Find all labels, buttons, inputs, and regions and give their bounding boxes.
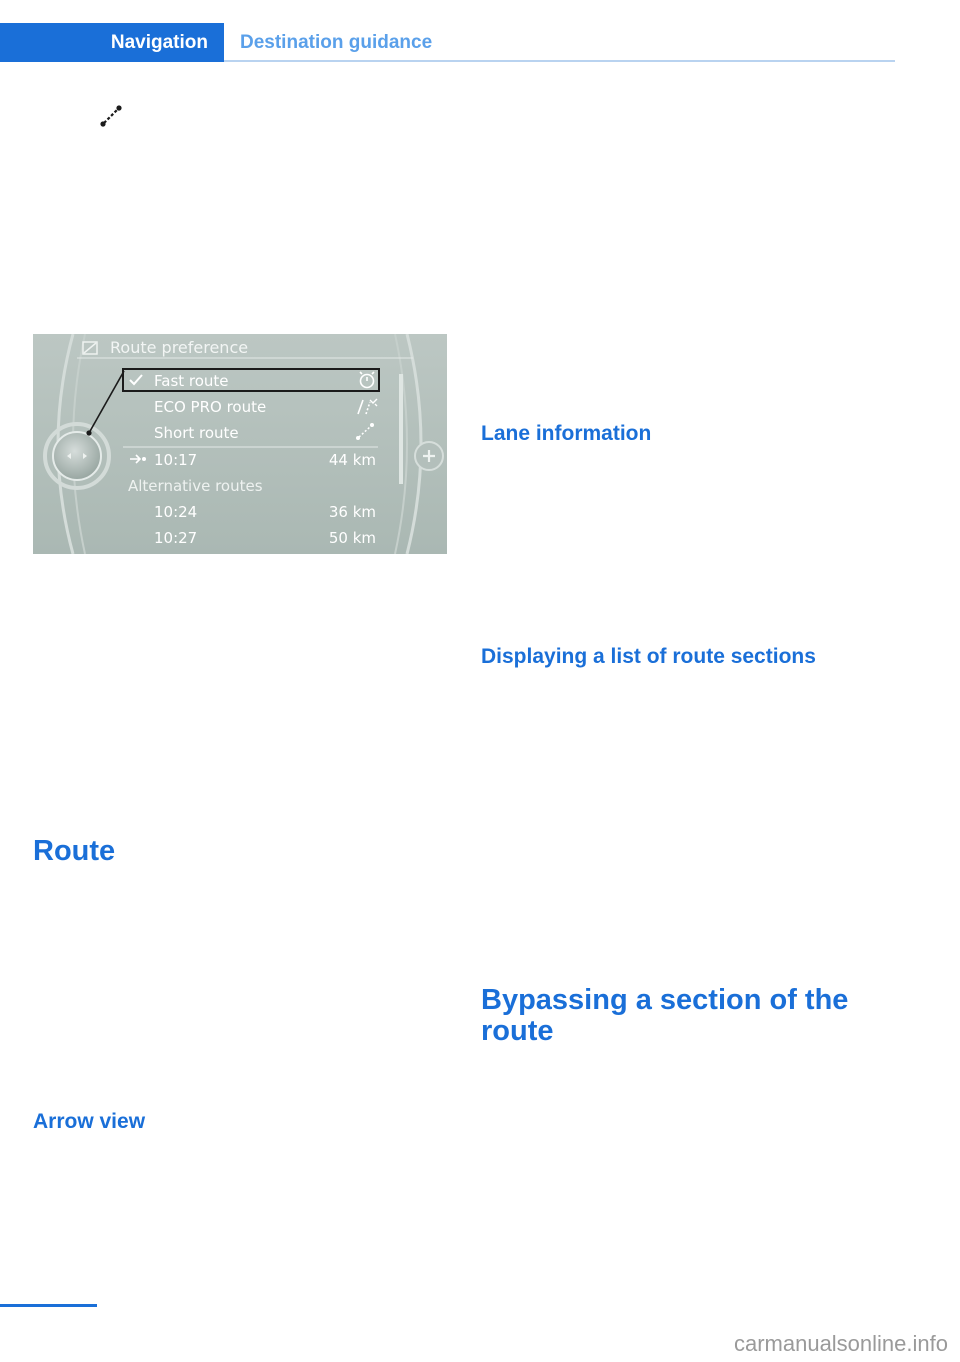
current-route-time[interactable]: 10:17 xyxy=(154,451,198,469)
section-tab-navigation xyxy=(0,23,224,62)
section-title: Navigation xyxy=(110,31,208,53)
subsection-tab xyxy=(240,23,432,62)
heading-lane-information: Lane information xyxy=(481,422,652,445)
subsection-title: Destination guidance xyxy=(240,31,433,53)
short-route-icon xyxy=(99,104,123,128)
watermark: carmanualsonline.info xyxy=(733,1331,948,1356)
heading-route-sections-list: Displaying a list of route sections xyxy=(481,645,816,668)
alternative-route-1-distance: 36 km xyxy=(328,503,376,521)
current-route-distance: 44 km xyxy=(328,451,376,469)
alternative-route-2-distance: 50 km xyxy=(328,529,376,547)
footer-rule xyxy=(0,1304,97,1307)
option-eco-pro-route[interactable]: ECO PRO route xyxy=(154,398,267,416)
header-rule xyxy=(224,60,895,62)
plus-button-icon xyxy=(415,442,443,470)
option-short-route[interactable]: Short route xyxy=(154,424,239,442)
controller-knob-icon xyxy=(45,424,109,488)
alternative-route-1-time[interactable]: 10:24 xyxy=(154,503,198,521)
option-fast-route[interactable]: Fast route xyxy=(154,372,229,390)
heading-arrow-view: Arrow view xyxy=(33,1110,146,1133)
alternative-routes-label: Alternative routes xyxy=(128,477,263,495)
alternative-route-2-time[interactable]: 10:27 xyxy=(154,529,198,547)
heading-route: Route xyxy=(33,835,116,867)
idrive-route-preference-screen xyxy=(33,334,447,554)
screen-title: Route preference xyxy=(110,338,249,357)
heading-bypassing-section: Bypassing a section of the route xyxy=(481,984,849,1047)
callout-dot xyxy=(86,430,91,435)
